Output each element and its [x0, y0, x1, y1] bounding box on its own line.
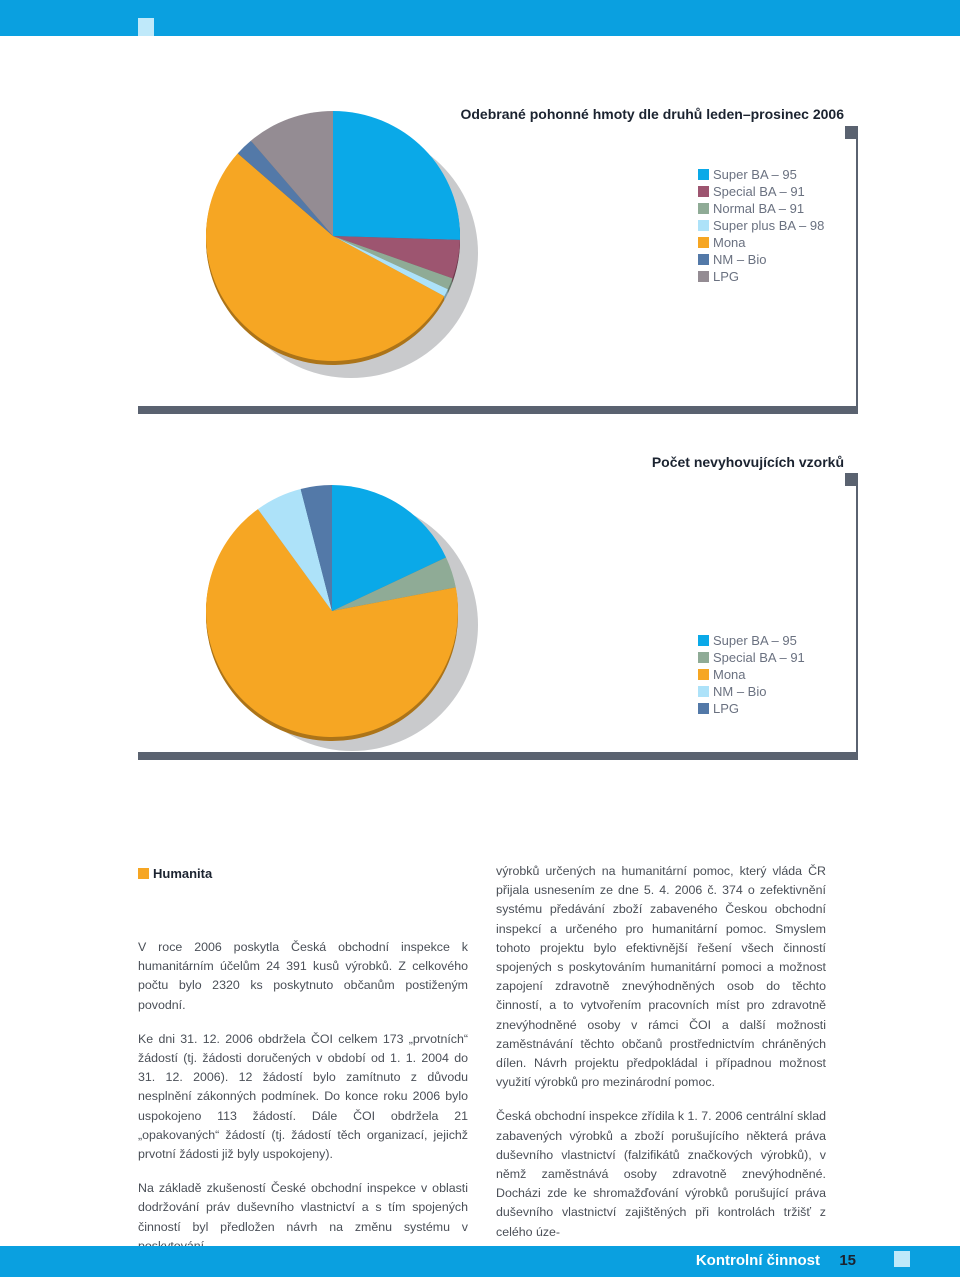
footer-square [894, 1251, 910, 1267]
section-heading [138, 866, 212, 881]
chart-1-legend-label: NM – Bio [713, 252, 767, 267]
chart-1-legend-swatch [698, 237, 709, 248]
chart-1-legend-item [698, 234, 824, 251]
chart-1-legend-item [698, 217, 824, 234]
chart-2-legend-item [698, 632, 805, 649]
left-paragraph-3: Na základě zkušeností České obchodní inspekce v oblasti dodržování práv duševního vlastnictví a s tím spojených činností byl předložen návrh na změnu systému v [138, 1181, 468, 1234]
footer-section-label: Kontrolní činnost [695, 1252, 820, 1269]
left-paragraph-2: Ke dni 31. 12. 2006 obdržela ČOI celkem 173 „prvotních“ žádostí (tj. žádosti doručených v období od 1. 1. 2004 do 31. 12. 2006). 12 žádostí bylo zamítnuto z důvodu nesplnění zákonných podmínek. Do konce roku 2006 bylo uspokojeno 113 žádostí. Dále ČOI obdržela 21 „opakovaných“ žádostí (tj. žádostí těch organizací, jejichž prvotní žádosti již byly uspokojeny). [138, 1031, 468, 1162]
chart-1-slice-0 [333, 111, 460, 240]
chart-1-pie [138, 96, 698, 406]
chart-2-legend-swatch [698, 686, 709, 697]
chart-2-legend-label: Mona [713, 667, 746, 682]
section-heading-square [138, 868, 149, 879]
chart-1-legend-label: Super BA – 95 [713, 167, 797, 182]
chart-1-title: Odebrané pohonné hmoty dle druhů leden–prosinec 2006 [460, 106, 844, 122]
section-heading-text: Humanita [153, 866, 213, 881]
chart-1-legend-swatch [698, 203, 709, 214]
chart-1-legend-item [698, 268, 824, 285]
chart-1-legend-label: LPG [713, 269, 740, 284]
chart-1-legend-label: Mona [713, 235, 746, 250]
chart-2-legend-item [698, 649, 805, 666]
left-paragraph-1: V roce 2006 poskytla Česká obchodní inspekce k humanitárním účelům 24 391 kusů výrobků. Z celkového počtu bylo 2320 ks poskytnuto občanům postiženým povodní. [138, 940, 468, 1012]
chart-1-legend-item [698, 166, 824, 183]
top-bar [0, 0, 960, 36]
top-bar-square [138, 18, 154, 36]
chart-2-legend-label: NM – Bio [713, 684, 767, 699]
chart-2-pie [138, 446, 698, 752]
chart-1-legend [698, 166, 824, 285]
chart-2-title: Počet nevyhovujících vzorků [651, 454, 844, 470]
page-number: 15 [839, 1252, 856, 1269]
chart-1-legend-item [698, 251, 824, 268]
chart-2 [138, 446, 858, 760]
chart-2-legend-item [698, 700, 805, 717]
chart-1-legend-label: Special BA – 91 [713, 184, 805, 199]
chart-2-legend-item [698, 666, 805, 683]
chart-1-legend-swatch [698, 271, 709, 282]
chart-2-legend-swatch [698, 703, 709, 714]
chart-1-legend-swatch [698, 186, 709, 197]
chart-1-legend-item [698, 200, 824, 217]
chart-2-legend-swatch [698, 669, 709, 680]
chart-2-legend-swatch [698, 652, 709, 663]
chart-1-legend-item [698, 183, 824, 200]
chart-2-legend [698, 632, 805, 717]
right-paragraph-1: výrobků určených na humanitární pomoc, který vláda ČR přijala usnesením ze dne 5. 4. 2006 č. 374 o zefektivnění systému předávání zboží zabaveného Českou obchodní inspekcí a určeného pro humanitární pomoc. Smyslem tohoto projektu bylo efektivnější řešení všech činností spojených s poskytováním humanitární pomoci a možnost zapojení zdravotně znevýhodněných osob do těchto činností, a to vytvořením pracovních míst pro zdravotně znevýhodněné osoby v rámci ČOI a další možnosti zaměstnávání těchto občanů prostřednictvím chráněných dílen. Návrh projektu předpokládal i případnou možnost využití výrobků pro mezinárodní pomoc. [496, 864, 826, 1090]
chart-2-legend-label: Special BA – 91 [713, 650, 805, 665]
right-paragraph-2: Česká obchodní inspekce zřídila k 1. 7. 2006 centrální sklad zabavených výrobků a zboží porušujícího některá práva duševního vlastnictví (falzifikátů značkových výrobků), v němž zaměstnává osoby zdravotně znevýhodněné. Docházi zde ke shromažďování výrobků porušující práva duševního vlastnictví zajištěných při kontrolách tržišť z celého úze- [496, 1109, 826, 1239]
chart-2-legend-item [698, 683, 805, 700]
left-column [138, 938, 468, 1271]
right-column [496, 862, 826, 1257]
chart-2-legend-label: LPG [713, 701, 740, 716]
chart-1-legend-label: Super plus BA – 98 [713, 218, 825, 233]
footer-bar [0, 1246, 960, 1277]
chart-1-legend-swatch [698, 220, 709, 231]
chart-2-legend-swatch [698, 635, 709, 646]
chart-1-legend-label: Normal BA – 91 [713, 201, 805, 216]
chart-2-legend-label: Super BA – 95 [713, 633, 797, 648]
chart-1 [138, 96, 858, 414]
chart-1-legend-swatch [698, 254, 709, 265]
chart-1-legend-swatch [698, 169, 709, 180]
